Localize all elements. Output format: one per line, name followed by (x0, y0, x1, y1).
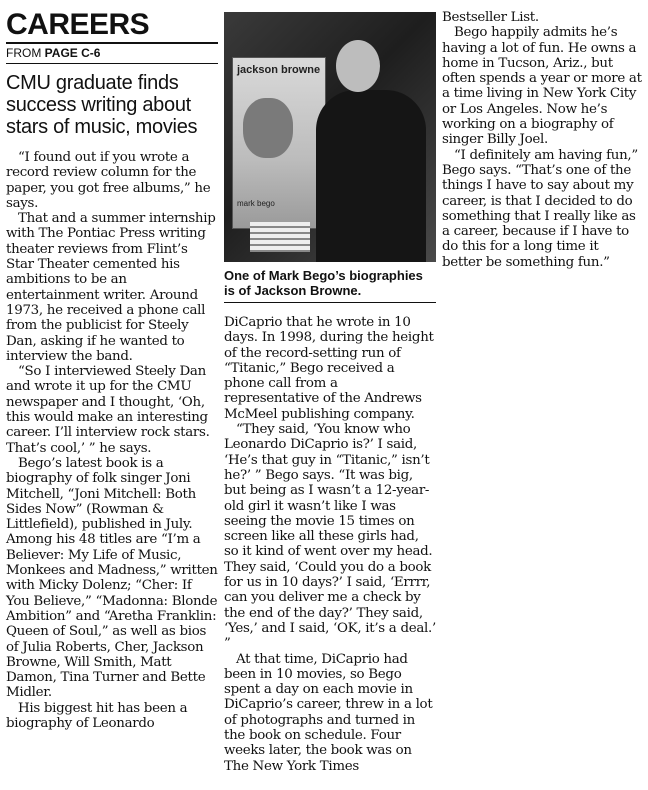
headline: CMU graduate finds success writing about stars of music, movies (6, 72, 198, 138)
section-title: CAREERS (6, 10, 218, 44)
paragraph: Bego happily admits he’s having a lot of fun. He owns a home in Tucson, Ariz., but often spends a year or more at a time living in New York City or Los Angeles. Now he’s working on a biography of singer Billy Joel. (442, 25, 642, 148)
column-3 (442, 0, 642, 270)
paragraph: That and a summer internship with The Pontiac Press writing theater reviews from Flint’s Star Theater cemented his ambitions to be an entertainment writer. Around 1973, he received a phone call from the publicist for Steely Dan, asking if he wanted to interview the band. (6, 211, 216, 364)
from-page: PAGE C-6 (44, 46, 101, 60)
column-1 (6, 0, 218, 731)
from-prefix: FROM (6, 46, 42, 60)
person-head-image (336, 40, 380, 92)
paragraph: Bego’s latest book is a biography of folk singer Joni Mitchell, “Joni Mitchell: Both Sides Now” (Rowman & Littlefield), published in July. Among his 48 titles are “I’m a Believer: My Life of Music, Monkees and Madness,” written with Micky Dolenz; “Cher: If You Believe,” “Madonna: Blonde Ambition” and “Aretha Franklin: Queen of Soul,” as well as bios of Julia Roberts, Cher, Jackson Browne, Will Smith, Matt Damon, Tina Turner and Bette Midler. (6, 455, 218, 701)
paragraph: DiCaprio that he wrote in 10 days. In 1998, during the height of the record-setting run of “Titanic,” Bego received a phone call from a representative of the Andrews McMeel publishing company. (224, 315, 434, 422)
paragraph: “I found out if you wrote a record review column for the paper, you got free albums,” he says. (6, 150, 211, 211)
book-stack-image (250, 222, 310, 252)
paragraph: “So I interviewed Steely Dan and wrote it up for the CMU newspaper and I thought, ‘Oh, this would make an interesting career. I’ll interview rock stars. That’s cool,’ ” he says. (6, 364, 210, 456)
continued-from-line (6, 44, 218, 64)
poster-title: jackson browne (237, 64, 321, 76)
poster-author: mark bego (237, 199, 275, 208)
photo-caption: One of Mark Bego’s biographies is of Jackson Browne. (224, 268, 436, 303)
book-poster (232, 57, 326, 229)
paragraph: “They said, ‘You know who Leonardo DiCaprio is?’ I said, ‘He’s that guy in “Titanic,” isn’t he?’ ” Bego says. “It was big, but being as I wasn’t a 12-year-old girl it wasn’t like I was seeing the movie 15 times on screen like all these girls had, so it kind of went over my head. They said, ‘Could you do a book for us in 10 days?’ I said, ‘Errrr, can you deliver me a check by the end of the day?’ They said, ‘Yes,’ and I said, ‘OK, it’s a deal.’ ” (224, 422, 436, 652)
article-photo (224, 12, 436, 262)
paragraph: At that time, DiCaprio had been in 10 movies, so Bego spent a day on each movie in DiCaprio’s career, threw in a lot of photographs and turned in the book on schedule. Four weeks later, the book was on The New York Times (224, 651, 433, 774)
paragraph: “I definitely am having fun,” Bego says. “That’s one of the things I have to say about my career, is that I decided to do something that I really like as a career, because if I have to do this for a long time it better be something fun.” (442, 147, 638, 270)
paragraph: Bestseller List. (442, 10, 539, 25)
column-2 (224, 0, 436, 774)
poster-face-image (243, 98, 293, 158)
paragraph: His biggest hit has been a biography of Leonardo (6, 700, 188, 731)
person-body-image (316, 90, 426, 262)
